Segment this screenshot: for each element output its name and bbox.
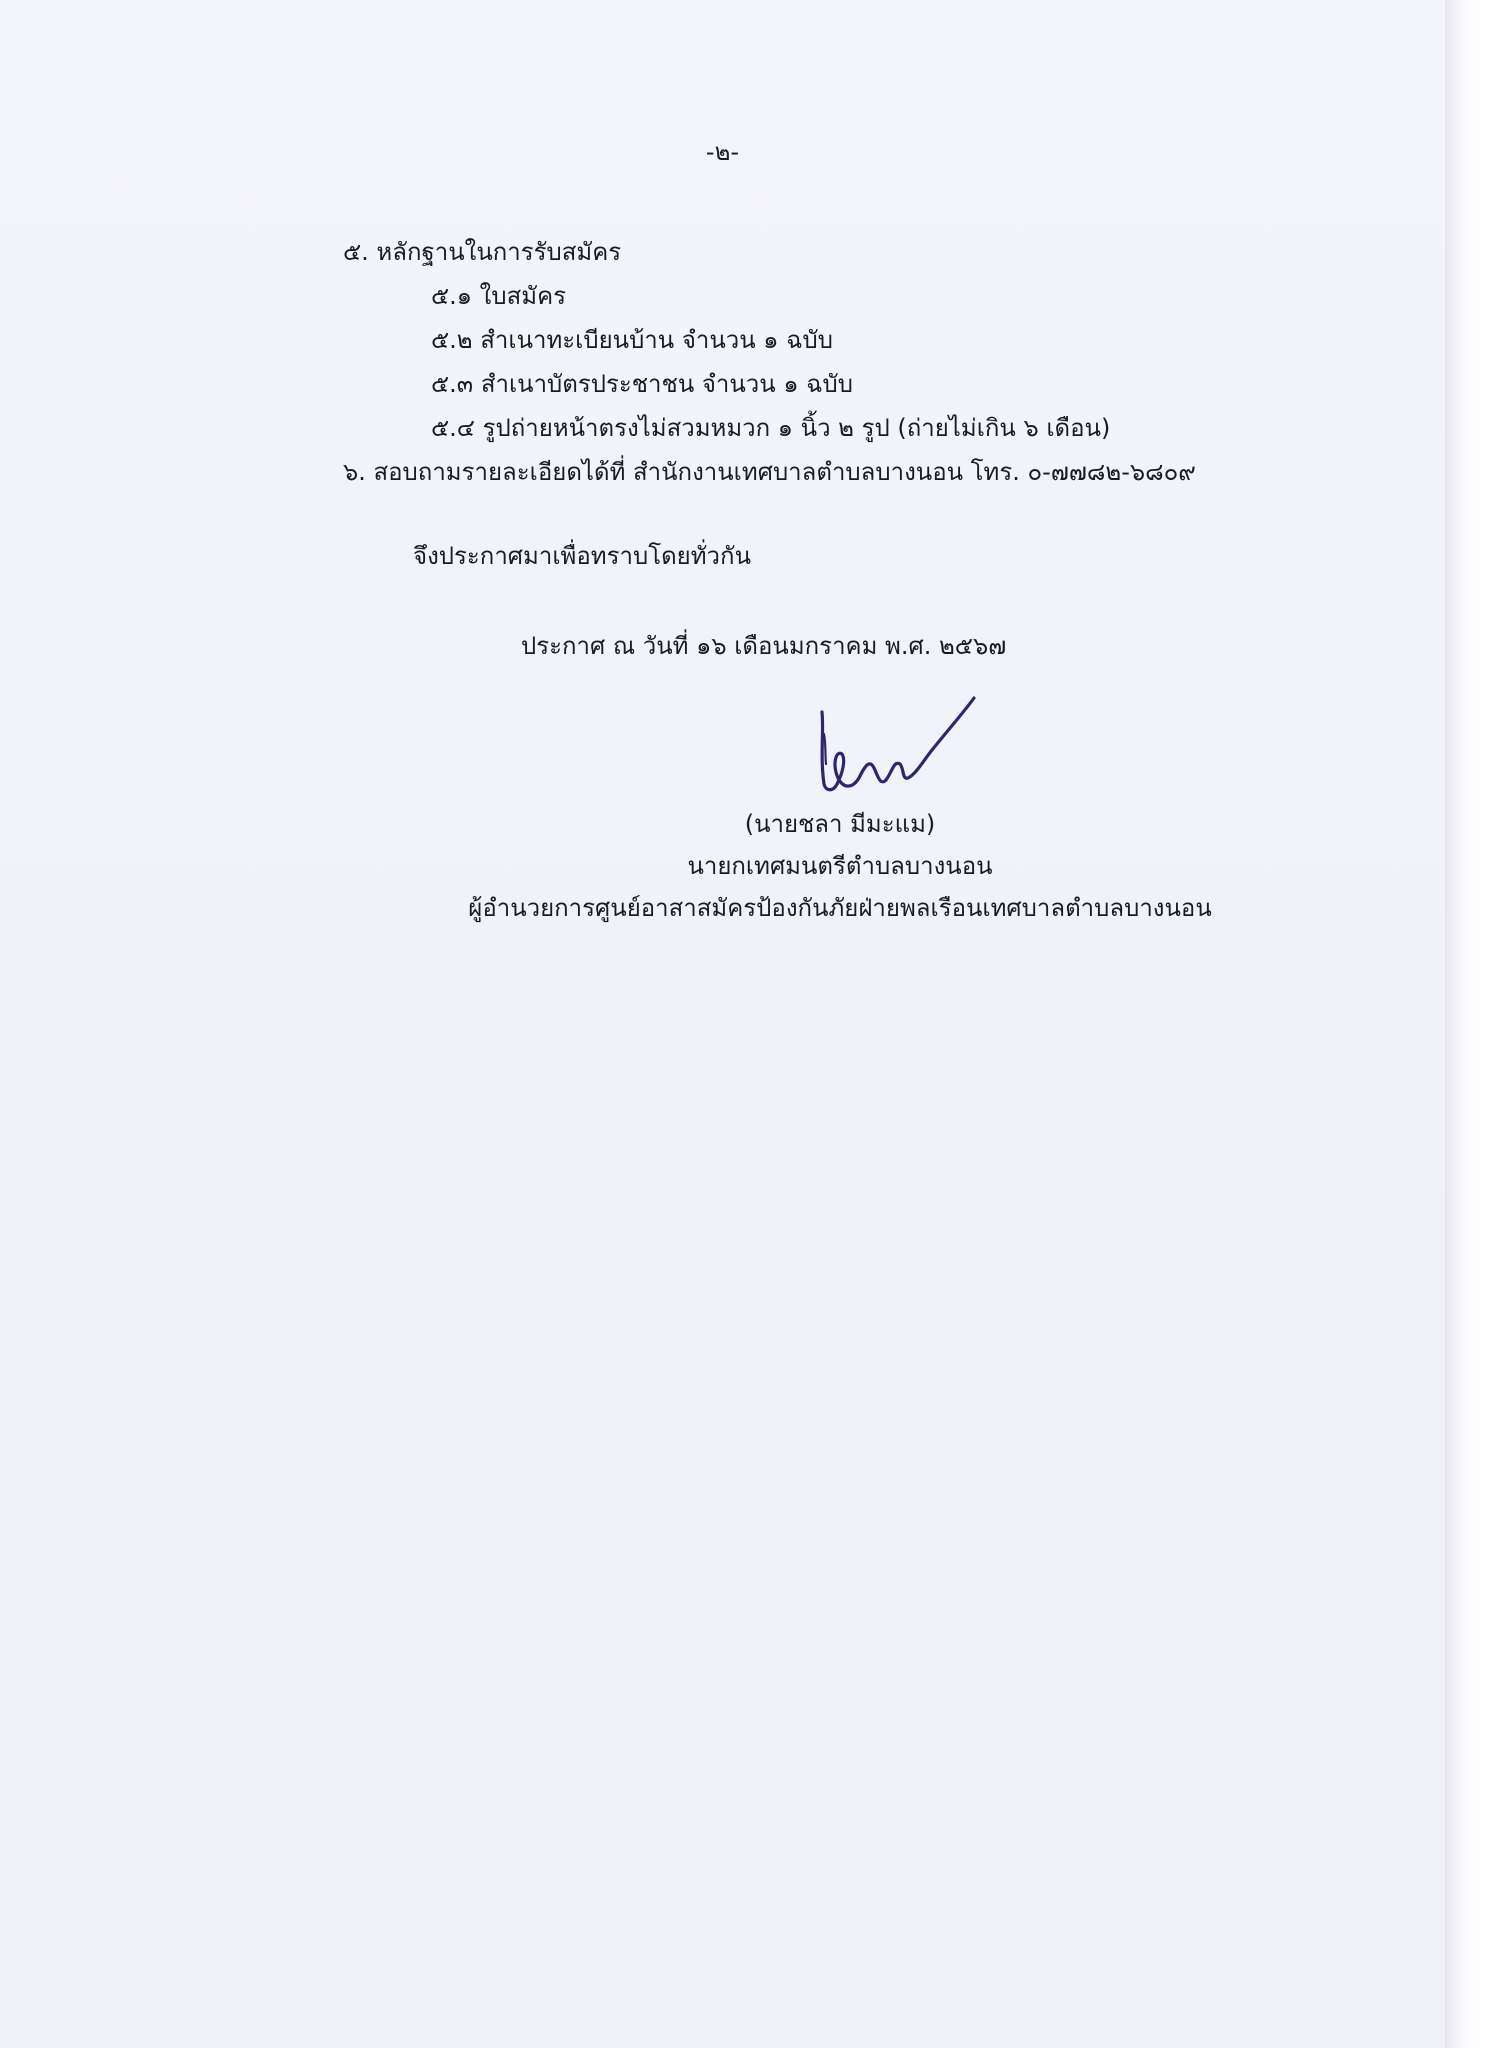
announcement-date: ประกาศ ณ วันที่ ๑๖ เดือนมกราคม พ.ศ. ๒๕๖๗ [521, 632, 1007, 660]
signer-title-secondary: ผู้อำนวยการศูนย์อาสาสมัครป้องกันภัยฝ่ายพลเรือนเทศบาลตำบลบางนอน [468, 894, 1212, 922]
closing-statement: จึงประกาศมาเพื่อทราบโดยทั่วกัน [413, 542, 751, 570]
page-number: -๒- [705, 138, 740, 166]
page-edge [1445, 0, 1488, 2048]
section-5-heading: ๕. หลักฐานในการรับสมัคร [343, 238, 622, 266]
handwritten-signature [808, 694, 980, 800]
section-5-item: ๕.๓ สำเนาบัตรประชาชน จำนวน ๑ ฉบับ [431, 370, 853, 398]
signer-title: นายกเทศมนตรีตำบลบางนอน [687, 852, 993, 880]
signer-name: (นายชลา มีมะแม) [744, 810, 936, 838]
section-5-item: ๕.๑ ใบสมัคร [431, 282, 567, 310]
section-6-contact: ๖. สอบถามรายละเอียดได้ที่ สำนักงานเทศบาลตำบลบางนอน โทร. ๐-๗๗๘๒-๖๘๐๙ [343, 458, 1196, 486]
section-5-item: ๕.๔ รูปถ่ายหน้าตรงไม่สวมหมวก ๑ นิ้ว ๒ รูป (ถ่ายไม่เกิน ๖ เดือน) [431, 414, 1111, 442]
section-5-item: ๕.๒ สำเนาทะเบียนบ้าน จำนวน ๑ ฉบับ [431, 326, 833, 354]
